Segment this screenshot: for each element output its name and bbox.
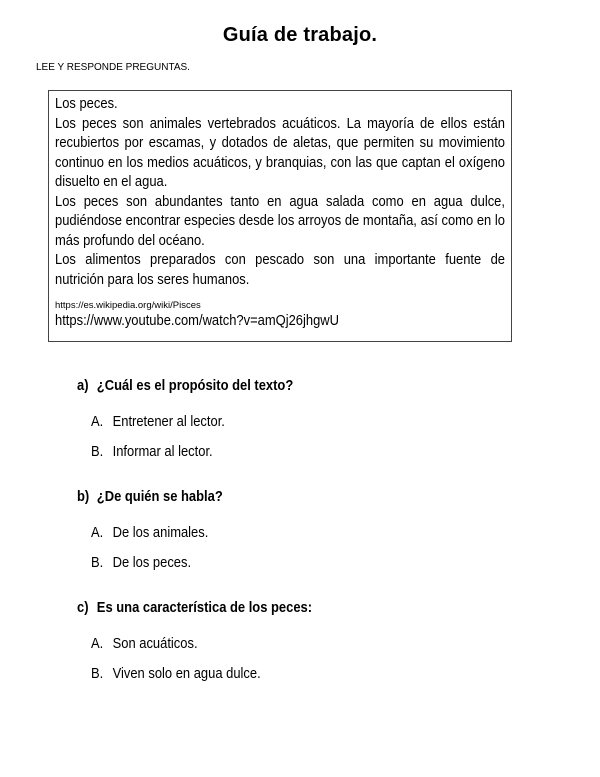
passage-paragraph-2: Los peces son abundantes tanto en agua salada como en agua dulce, pudiéndose encontrar especies desde los arroyos de montaña, así como en lo más profundo del océano. [55, 193, 505, 249]
option-text: Son acuáticos. [112, 636, 198, 652]
option-letter: B. [91, 444, 104, 460]
question-letter: c) [77, 600, 89, 616]
option-letter: A. [91, 636, 104, 652]
reading-passage-box [48, 90, 512, 342]
question-b [77, 489, 223, 505]
youtube-source-link[interactable]: https://www.youtube.com/watch?v=amQj26jhgwU [55, 313, 339, 329]
option-a-B [91, 444, 213, 460]
question-text: ¿Cuál es el propósito del texto? [96, 378, 294, 394]
question-c [77, 600, 312, 616]
page-title: Guía de trabajo. [222, 24, 378, 46]
passage-paragraph-3: Los alimentos preparados con pescado son una importante fuente de nutrición para los seres humanos. [55, 252, 505, 288]
question-letter: b) [77, 489, 90, 505]
option-b-A [91, 525, 208, 541]
question-text: ¿De quién se habla? [96, 489, 223, 505]
instruction-text: LEE Y RESPONDE PREGUNTAS. [36, 62, 190, 73]
question-a [77, 378, 293, 394]
option-a-A [91, 414, 225, 430]
option-text: De los animales. [112, 525, 209, 541]
option-text: Informar al lector. [112, 444, 213, 460]
passage-title: Los peces. [55, 96, 118, 112]
option-c-B [91, 666, 261, 682]
question-letter: a) [77, 378, 89, 394]
wikipedia-source-link[interactable]: https://es.wikipedia.org/wiki/Pisces [55, 300, 201, 311]
option-letter: A. [91, 525, 104, 541]
option-text: De los peces. [112, 555, 192, 571]
passage-paragraph-1: Los peces son animales vertebrados acuáticos. La mayoría de ellos están recubiertos por escamas, y dotados de aletas, que permiten su movimiento continuo en los medios acuáticos, y branquias, con las que captan el oxígeno disuelto en el agua. [55, 115, 505, 190]
option-text: Entretener al lector. [112, 414, 225, 430]
option-c-A [91, 636, 198, 652]
option-text: Viven solo en agua dulce. [112, 666, 261, 682]
spacer [55, 290, 505, 300]
option-letter: B. [91, 555, 104, 571]
option-letter: B. [91, 666, 104, 682]
option-letter: A. [91, 414, 104, 430]
option-b-B [91, 555, 191, 571]
question-text: Es una característica de los peces: [96, 600, 313, 616]
